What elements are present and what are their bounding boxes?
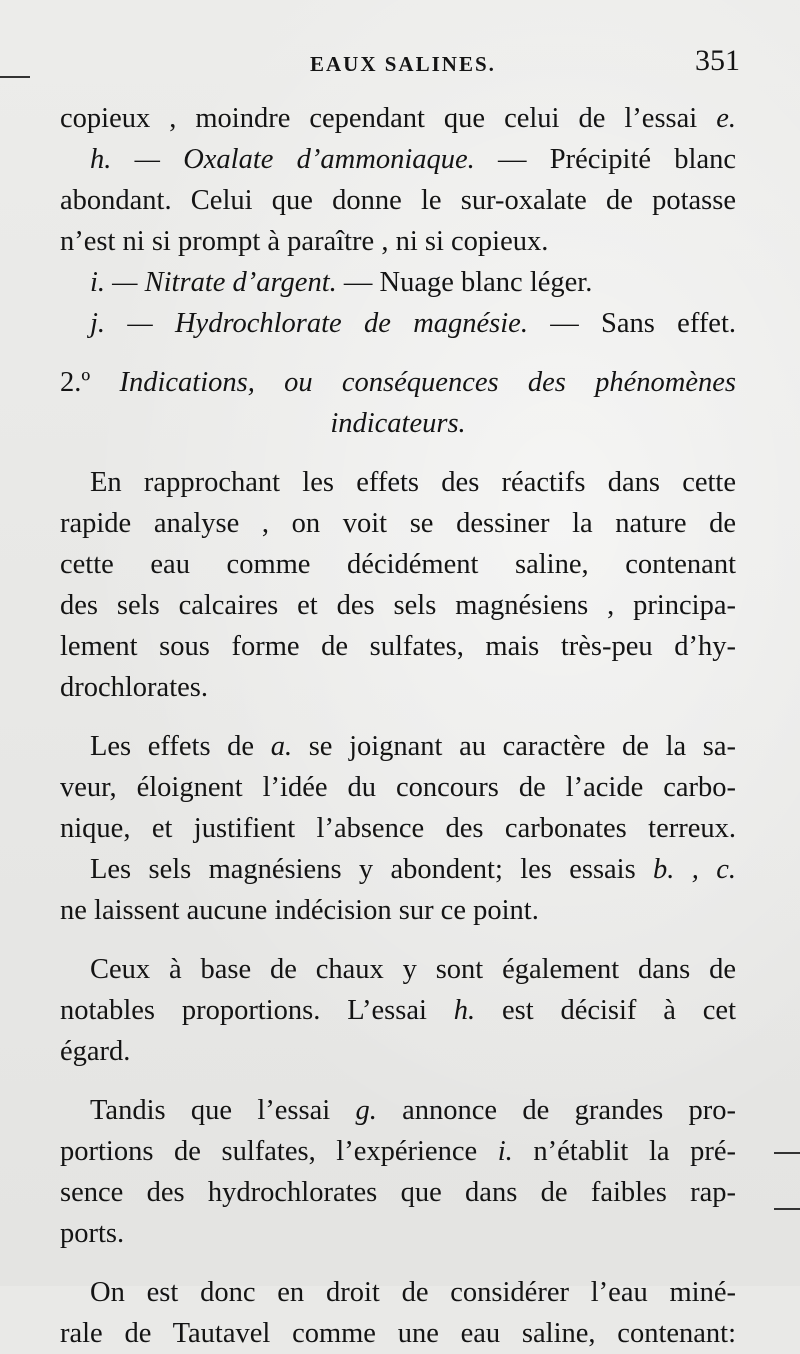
paragraph-line: des sels calcaires et des sels magnésiens , principa- [60, 590, 736, 621]
paragraph-line: égard. [60, 1036, 131, 1067]
paragraph-line: ne laissent aucune indécision sur ce point. [60, 895, 539, 926]
paragraph-line: cette eau comme décidément saline, contenant [60, 549, 736, 580]
paragraph-line: rapide analyse , on voit se dessiner la nature de [60, 508, 736, 539]
body-text [60, 98, 736, 1354]
reagent-entry-h: h. — Oxalate d’ammoniaque. — Précipité blanc [90, 144, 737, 175]
text-line: n’est ni si prompt à paraître , ni si copieux. [60, 226, 549, 257]
paragraph-line: Tandis que l’essai g. annonce de grandes pro- [90, 1095, 736, 1126]
paragraph-line: Les sels magnésiens y abondent; les essais b. , c. [90, 854, 737, 885]
paragraph-line: sence des hydrochlorates que dans de faibles rap- [60, 1177, 736, 1208]
paragraph-line: notables proportions. L’essai h. est décisif à cet [60, 995, 736, 1026]
paragraph-line: On est donc en droit de considérer l’eau miné- [90, 1277, 736, 1308]
reagent-entry-i: i. — Nitrate d’argent. — Nuage blanc léger. [90, 267, 593, 298]
page-number: 351 [695, 44, 740, 77]
left-margin-rule [0, 76, 30, 78]
paragraph-line: rale de Tautavel comme une eau saline, contenant: [60, 1318, 736, 1349]
running-title: EAUX SALINES. [310, 52, 496, 76]
paragraph-line: portions de sulfates, l’expérience i. n’établit la pré- [60, 1136, 736, 1167]
right-margin-rule [774, 1152, 800, 1154]
text-line: copieux , moindre cependant que celui de l’essai e. [60, 103, 736, 134]
paragraph-line: En rapprochant les effets des réactifs dans cette [90, 467, 736, 498]
paragraph-line: drochlorates. [60, 672, 208, 703]
section-heading-cont: indicateurs. [330, 408, 466, 439]
reagent-entry-j: j. — Hydrochlorate de magnésie. — Sans effet. [90, 308, 736, 339]
paragraph-line: Ceux à base de chaux y sont également dans de [90, 954, 736, 985]
text-line: abondant. Celui que donne le sur-oxalate de potasse [60, 185, 736, 216]
paragraph-line: nique, et justifient l’absence des carbonates terreux. [60, 813, 736, 844]
page-header [60, 44, 740, 84]
section-heading: 2.º Indications, ou conséquences des phénomènes [60, 367, 737, 398]
paragraph-line: ports. [60, 1218, 125, 1249]
paragraph-line: Les effets de a. se joignant au caractère de la sa- [90, 731, 736, 762]
right-margin-rule-2 [774, 1208, 800, 1210]
paragraph-line: veur, éloignent l’idée du concours de l’acide carbo- [60, 772, 736, 803]
paragraph-line: lement sous forme de sulfates, mais très-peu d’hy- [60, 631, 736, 662]
